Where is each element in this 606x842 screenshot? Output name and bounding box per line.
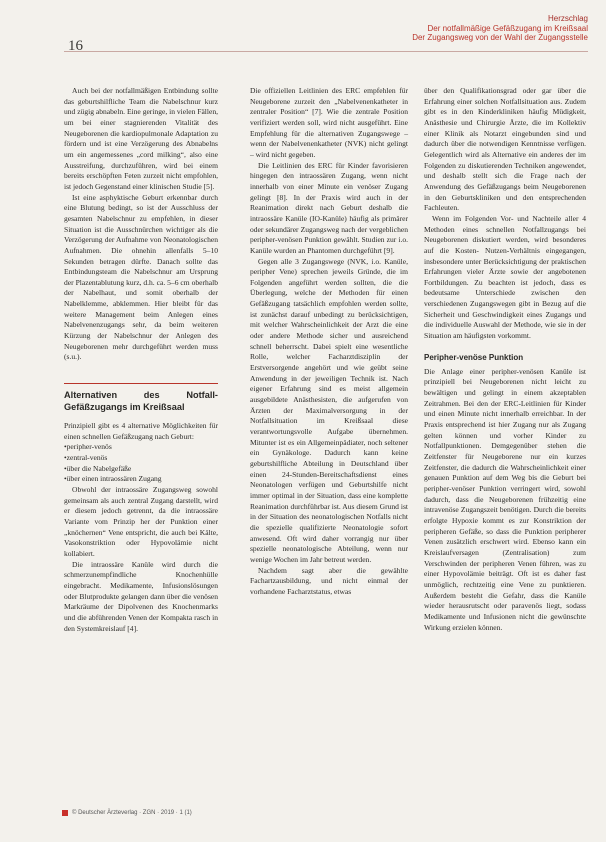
- footer: [62, 810, 192, 816]
- column-1: [64, 86, 218, 634]
- list-item: • zentral-venös: [64, 453, 218, 464]
- paragraph: Nachdem sagt aber die gewählte Fachartzausbildung, und nicht einmal der vorhandene Facharztstatus, etwas: [250, 565, 408, 596]
- footer-text: © Deutscher Ärzteverlag · ZGN · 2019 · 1 (1): [72, 810, 192, 816]
- paragraph: Die Leitlinien des ERC für Kinder favorisieren hingegen den intraossären Zugang, wenn nicht innerhalb von einer Minute ein venöser Zugang gelingt [8]. In der Praxis wird auch in der Reanimation direkt nach Geburt deshalb die intraossäre Kanüle (IO-Kanüle) häufig als primärer oder sekundärer Zugangsweg nach der vergeblichen peripher-venösen Punktion gewählt. Studien zur i.o. Kanüle wurden an Phantomen durchgeführt [9].: [250, 160, 408, 255]
- list-item: • peripher-venös: [64, 442, 218, 453]
- paragraph: Die intraossäre Kanüle wird durch die schmerzunempfindliche Knochenhülle eingebracht. Medikamente, Infusionslösungen oder Blutprodukte gelangen dann über die venösen Markräume der Dipolvenen des Knochenmarks und die abführenden Venen der Kompakta rasch in den Systemkreislauf [4].: [64, 559, 218, 633]
- list-item: • über einen intraossären Zugang: [64, 474, 218, 485]
- header-subtitle: Der Zugangsweg von der Wahl der Zugangsstelle: [412, 33, 588, 42]
- access-list: [64, 442, 218, 485]
- running-header: [328, 14, 588, 43]
- section-rule: [64, 383, 218, 384]
- header-category: Herzschlag: [547, 14, 588, 23]
- paragraph: Obwohl der intraossäre Zugangsweg sowohl gemeinsam als auch zentral Zugang darstellt, wird er diesem jedoch getrennt, da die intraossäre Variante vom Prinzip her der Punktion einer „knöchernen“ Vene entspricht, die auch bei Kälte, Vasokonstriktion oder Hypovolämie nicht kollabiert.: [64, 485, 218, 558]
- paragraph: Ist eine asphyktische Geburt erkennbar durch eine Blutung bedingt, so ist der Ausschluss der gesamten Nabelschnur zu empfehlen, in dieser Situation ist die Ausschnürchen wichtiger als die Verzögerung der Aufnahme von Neonatologischen Aufnahmen. Die ohnehin allenfalls 5–10 Sekunden betragen dürfte. Danach sollte das Entbindungsteam die Nabelschnur am Ursprung der Plazentablutung kurz, d.h. ca. 5–6 cm oberhalb der Nabelhaut, und somit oberhalb der Nabelklemme, abklemmen. Hier bleibt für das weitere Management beim Anlegen eines Nabelvenenzugangs sehr, da beim weiteren Kürzung der Nabelschnur der Anlegen des Neugeborenen mehr durchgeführt werden muss (s.u.).: [64, 192, 218, 362]
- header-rule: [64, 51, 588, 52]
- list-item: • über die Nabelgefäße: [64, 464, 218, 475]
- header-title: Der notfallmäßige Gefäßzugang im Kreißsaal: [427, 23, 588, 33]
- paragraph: Die Anlage einer peripher-venösen Kanüle ist prinzipiell bei Neugeborenen nicht leicht zu bewältigen und gelingt in einem akzeptablen Zeitrahmen. Bei den der ERC-Leitlinien für Kinder und einen Minute nicht innerhalb erreichbar. In der Praxis entsprechend ist hier Zugang nur als Zugang gelten können und vorher Kinder zu Notfallpunktionen. Demgegenüber stehen die Zeitfenster für Neugeborene nur ein kurzes Zeitfenster, die dadurch die Wahrscheinlichkeit einer genauen Punktion auf dem Weg bis die Geburt bei peripher-venöser Punktion verringert wird, sowohl dadurch, dass die Neugeborenen frühzeitig eine intravenöse Zugangszeit benötigen. Durch die bereits erfolgte Hypoxie kommt es zur Konstriktion der peripheren Gefäße, so dass die Punktion peripherer Venen zusätzlich erschwert wird. Ebenso kann ein Kreislaufversagen (Zentralisation) zum Verschwinden der peripheren Venen führen, was zu einer Hypovolämie beiträgt. Oft ist es daher fast unmöglich, rechtzeitig eine Vene zu punktieren. Außerdem besteht die Gefahr, dass die Kanüle wieder herausrutscht oder paravenös liegt, sodass Medikamente und Infusionen nicht die gewünschte Wirkung erzielen können.: [424, 366, 586, 632]
- section-title: Alternativen des Notfall-Gefäßzugangs im Kreißsaal: [64, 390, 218, 412]
- footer-square-icon: [62, 810, 68, 816]
- column-3: [424, 86, 586, 633]
- paragraph: Prinzipiell gibt es 4 alternative Möglichkeiten für einen schnellen Gefäßzugang nach Geburt:: [64, 421, 218, 441]
- paragraph: Die offiziellen Leitlinien des ERC empfehlen für Neugeborene zurzeit den „Nabelvenenkatheter in zentraler Position“ [7]. Wie die zentrale Position verifiziert werden soll, wird nicht ausgeführt. Eine Empfehlung für die alternativen Zugangswege – wenn der Nabelvenenkatheter (NVK) nicht gelingt – wird nicht gegeben.: [250, 86, 408, 159]
- paragraph: Wenn im Folgenden Vor- und Nachteile aller 4 Methoden eines schnellen Notfallzugangs bei Neugeborenen diskutiert werden, wird besonderes auf die Kosten- Nutzen-Verhältnis eingegangen, insbesondere unter Berücksichtigung der praktischen Erfahrungen vieler Ärzte sowie der angebotenen Fortbildungen. Zu beachten ist jedoch, dass es bedeutsame Unterschiede zwischen den verschiedenen Zugangswegen gibt in Bezug auf die Sicherheit und Geschwindigkeit eines Zugangs und die individuelle Auswahl der Methode, wie sie in der Situation am häufigsten vorkommt.: [424, 213, 586, 341]
- page-number: 16: [68, 38, 83, 54]
- paragraph: Auch bei der notfallmäßigen Entbindung sollte das geburtshilfliche Team die Nabelschnur kurz und zügig abnabeln. Eine geringe, in vielen Fällen, um bei einer stagnierenden Vitalität des Neugeborenen die kardiopulmonale Adaptation zu fördern und ist eine Verzögerung des Abnabelns um ein angemessenes „cord milking“, also eine Ausstreifung, durchzuführen, wird bei einem bereits erschöpften Feten zurzeit nicht empfohlen, ist jedoch Gegenstand einer klinischen Studie [5].: [64, 86, 218, 191]
- subsection-title: Peripher-venöse Punktion: [424, 352, 524, 362]
- paragraph: Gegen alle 3 Zugangswege (NVK, i.o. Kanüle, peripher Vene) sprechen jeweils Gründe, die im Folgenden angeführt werden sollten, die die Überlegung, welche der Methoden für einen Gefäßzugang tatsächlich empfohlen werden sollte, ist zunächst darauf unbedingt zu berücksichtigen, mit welcher Wahrscheinlichkeit der Arzt die eine oder andere Methode sicher und ausreichend schnell beherrscht. Dabei spielt eine wesentliche Rolle, welcher Facharztdisziplin der Erstversorgende angehört und wie geübt seine Anwendung in der jeweiligen Technik ist. Nach eigener Erfahrung sind es meist allgemein ausgebildete Anästhesisten, die aufgerufen von Ärzten der Maximalversorgung in der Notfallsituation im Kreißsaal diese verantwortungsvolle Aufgabe übernehmen. Mitunter ist es ein Allgemeinpädiater, noch seltener ein Gynäkologe. Dadurch kann keine geburtshilfliche Abteilung in Deutschland über einen 24-Stunden-Bereitschaftsdienst eines Neonatologen verfügen und Geburtshilfe nicht immer optimal in der Situation, dass eine komplette Reanimation durchführbar ist. Aus diesem Grund ist in der Situation des neonatologischen Notfalls nicht die spezielle qualifizierte Neonatologie sofort anwesend. Oft wird daher vorrangig nur über spezielle neonatologische Abteilung, wenn nur wenige Wochen im Jahr betreut werden.: [250, 256, 408, 564]
- column-2: [250, 86, 408, 598]
- paragraph: über den Qualifikationsgrad oder gar über die Erfahrung einer solchen Notfallsituation aus. Zudem gibt es in den Kinderkliniken häufig Müdigkeit, Anästhesie und Chirurgie Ärzte, die im Kollektiv einer Klinik als Notarzt eingebunden sind und dadurch über die notwendigen Kenntnisse verfügen. Gelegentlich wird als Alternative ein anderes der im Folgenden zu diskutierenden Techniken angewendet, und deshalb stellt sich die Frage nach der Anwendung des Gefäßzugangs beim Neugeborenen in den Geburtskliniken und den entsprechenden Fachleuten.: [424, 86, 586, 213]
